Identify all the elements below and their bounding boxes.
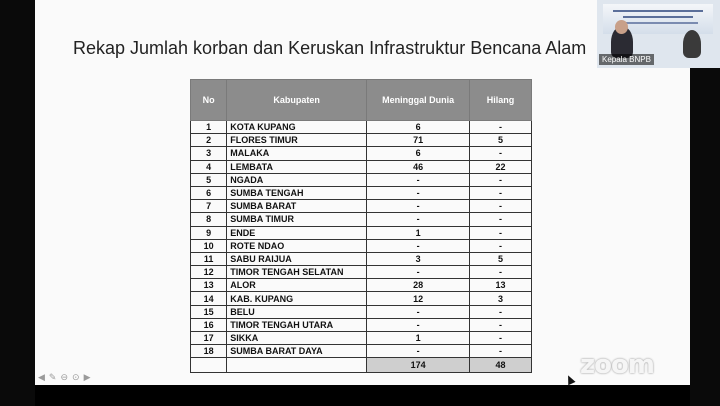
table-row xyxy=(191,160,532,173)
cell-meninggal: - xyxy=(367,213,470,226)
slide-title: Rekap Jumlah korban dan Keruskan Infrastruktur Bencana Alam xyxy=(73,38,587,58)
table-row xyxy=(191,239,532,252)
table-total-row xyxy=(191,358,532,373)
arrow-right-icon[interactable]: ▶ xyxy=(83,372,91,382)
cell-no: 8 xyxy=(191,213,227,226)
table-row xyxy=(191,121,532,134)
header-no: No xyxy=(191,80,227,121)
table-row xyxy=(191,252,532,265)
cell-hilang: - xyxy=(470,213,532,226)
banner-text-line xyxy=(623,16,693,18)
cell-no: 9 xyxy=(191,226,227,239)
cell-hilang: - xyxy=(470,121,532,134)
participant-video-tile[interactable] xyxy=(597,0,720,68)
cell-kabupaten: ENDE xyxy=(227,226,367,239)
cell-hilang: - xyxy=(470,173,532,186)
cell-hilang: - xyxy=(470,266,532,279)
cell-meninggal: - xyxy=(367,345,470,358)
table-row xyxy=(191,226,532,239)
cell-no: 6 xyxy=(191,186,227,199)
cell-no: 7 xyxy=(191,200,227,213)
cell-kabupaten: KAB. KUPANG xyxy=(227,292,367,305)
annotation-toolbar xyxy=(38,372,90,382)
cell-hilang: 5 xyxy=(470,134,532,147)
cell-no: 12 xyxy=(191,266,227,279)
cell-meninggal: - xyxy=(367,186,470,199)
cell-no: 4 xyxy=(191,160,227,173)
cell-kabupaten: SIKKA xyxy=(227,332,367,345)
cell-no: 1 xyxy=(191,121,227,134)
cell-kabupaten: ALOR xyxy=(227,279,367,292)
table-header-row xyxy=(191,80,532,121)
table-row xyxy=(191,292,532,305)
arrow-left-icon[interactable]: ◀ xyxy=(38,372,45,382)
header-meninggal-dunia: Meninggal Dunia xyxy=(367,80,470,121)
cell-meninggal: 28 xyxy=(367,279,470,292)
pen-icon[interactable]: ✎ xyxy=(48,372,57,382)
menu-icon[interactable]: ⊙ xyxy=(72,372,80,382)
cell-no: 16 xyxy=(191,318,227,331)
cell-hilang: 5 xyxy=(470,252,532,265)
table-row xyxy=(191,213,532,226)
cell-kabupaten: TIMOR TENGAH SELATAN xyxy=(227,266,367,279)
participant-name-label: Kepala BNPB xyxy=(599,54,654,65)
cell-hilang: - xyxy=(470,332,532,345)
cell-hilang: - xyxy=(470,200,532,213)
cell-no: 3 xyxy=(191,147,227,160)
table-body xyxy=(191,121,532,358)
total-hilang: 48 xyxy=(470,358,532,373)
cell-no: 2 xyxy=(191,134,227,147)
table-row xyxy=(191,186,532,199)
cell-kabupaten: NGADA xyxy=(227,173,367,186)
cell-no: 15 xyxy=(191,305,227,318)
cell-kabupaten: TIMOR TENGAH UTARA xyxy=(227,318,367,331)
cell-kabupaten: SUMBA BARAT DAYA xyxy=(227,345,367,358)
cell-meninggal: 1 xyxy=(367,332,470,345)
cell-meninggal: 6 xyxy=(367,121,470,134)
table-row xyxy=(191,332,532,345)
cell-no: 13 xyxy=(191,279,227,292)
cell-kabupaten: SABU RAIJUA xyxy=(227,252,367,265)
cell-kabupaten: ROTE NDAO xyxy=(227,239,367,252)
cell-meninggal: - xyxy=(367,200,470,213)
cell-meninggal: 46 xyxy=(367,160,470,173)
table-row xyxy=(191,200,532,213)
table-row xyxy=(191,279,532,292)
cell-hilang: - xyxy=(470,186,532,199)
table-row xyxy=(191,266,532,279)
cell-kabupaten: KOTA KUPANG xyxy=(227,121,367,134)
zoom-watermark: zoom xyxy=(580,350,654,380)
cell-kabupaten: BELU xyxy=(227,305,367,318)
table-row xyxy=(191,173,532,186)
cell-kabupaten: MALAKA xyxy=(227,147,367,160)
table-row xyxy=(191,345,532,358)
cell-hilang: - xyxy=(470,305,532,318)
cell-no: 11 xyxy=(191,252,227,265)
cell-meninggal: - xyxy=(367,266,470,279)
eraser-icon[interactable]: ⊖ xyxy=(60,372,69,382)
cell-kabupaten: SUMBA TENGAH xyxy=(227,186,367,199)
total-meninggal: 174 xyxy=(367,358,470,373)
banner-text-line xyxy=(618,22,698,24)
cell-no: 10 xyxy=(191,239,227,252)
header-hilang: Hilang xyxy=(470,80,532,121)
header-kabupaten: Kabupaten xyxy=(227,80,367,121)
cell-meninggal: - xyxy=(367,173,470,186)
table-row xyxy=(191,318,532,331)
presentation-slide xyxy=(35,0,690,385)
cell-kabupaten: LEMBATA xyxy=(227,160,367,173)
cell-hilang: - xyxy=(470,239,532,252)
cell-no: 17 xyxy=(191,332,227,345)
cell-no: 5 xyxy=(191,173,227,186)
cell-kabupaten: SUMBA BARAT xyxy=(227,200,367,213)
cell-kabupaten: SUMBA TIMUR xyxy=(227,213,367,226)
cell-meninggal: - xyxy=(367,318,470,331)
cell-kabupaten: FLORES TIMUR xyxy=(227,134,367,147)
cell-no: 14 xyxy=(191,292,227,305)
recap-table xyxy=(190,79,532,373)
table-row xyxy=(191,134,532,147)
cell-meninggal: - xyxy=(367,239,470,252)
cell-hilang: - xyxy=(470,147,532,160)
cell-meninggal: 6 xyxy=(367,147,470,160)
cell-meninggal: - xyxy=(367,305,470,318)
banner-text-line xyxy=(613,10,703,12)
cell-meninggal: 1 xyxy=(367,226,470,239)
cell-hilang: - xyxy=(470,345,532,358)
table-row xyxy=(191,147,532,160)
participant-figure xyxy=(683,30,701,58)
cell-meninggal: 71 xyxy=(367,134,470,147)
cell-hilang: 13 xyxy=(470,279,532,292)
cell-no: 18 xyxy=(191,345,227,358)
cell-hilang: - xyxy=(470,226,532,239)
screen-left-margin xyxy=(0,0,35,406)
total-blank-cell xyxy=(227,358,367,373)
cell-meninggal: 3 xyxy=(367,252,470,265)
cell-hilang: 3 xyxy=(470,292,532,305)
cell-hilang: 22 xyxy=(470,160,532,173)
total-blank-cell xyxy=(191,358,227,373)
table-row xyxy=(191,305,532,318)
cell-meninggal: 12 xyxy=(367,292,470,305)
participant-face xyxy=(615,20,628,34)
cell-hilang: - xyxy=(470,318,532,331)
